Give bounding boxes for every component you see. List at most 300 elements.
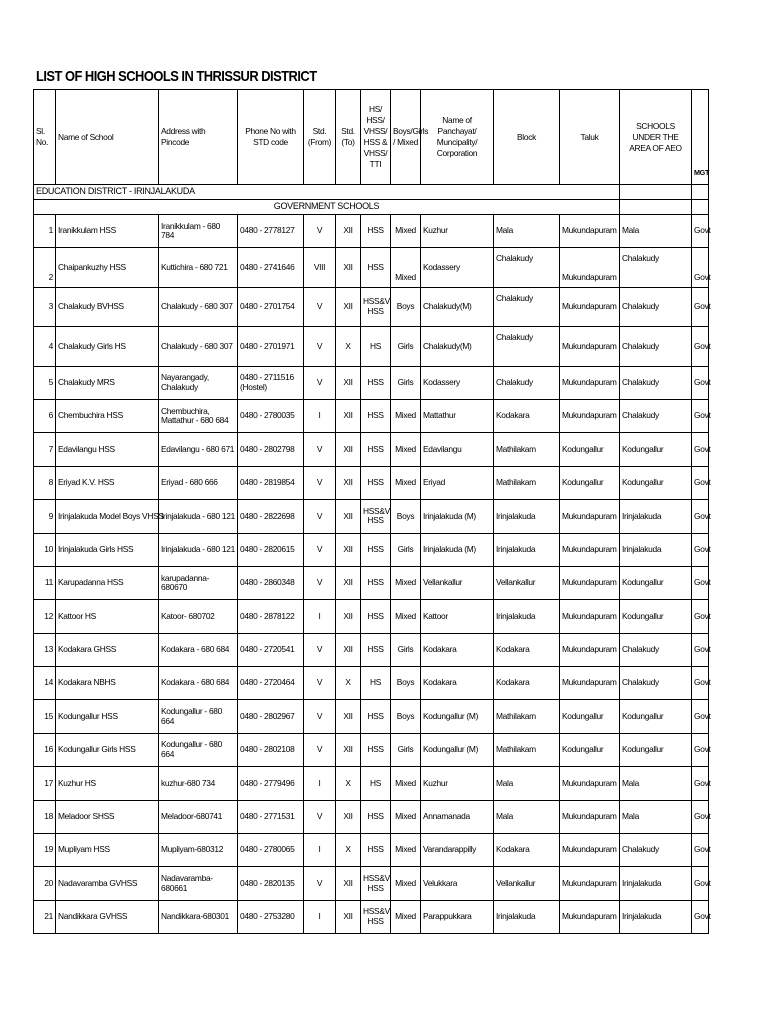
cell-taluk: Mukundapuram (560, 867, 620, 900)
cell-std-to: XII (336, 399, 361, 432)
education-district-blank (620, 185, 692, 200)
cell-sl: 9 (34, 500, 56, 533)
cell-panchayat: Kodungallur (M) (421, 700, 494, 733)
cell-name: Chaipankuzhy HSS (56, 248, 159, 287)
cell-gender: Mixed (391, 433, 421, 466)
cell-address: Edavilangu - 680 671 (159, 433, 238, 466)
cell-block: Vellankallur (494, 867, 560, 900)
cell-type: HSS (361, 248, 391, 287)
cell-sl: 3 (34, 287, 56, 326)
cell-type: HSS&V HSS (361, 900, 391, 933)
cell-block: Kodakara (494, 399, 560, 432)
cell-gender: Mixed (391, 834, 421, 867)
cell-std-from: V (304, 366, 336, 399)
cell-taluk: Mukundapuram (560, 834, 620, 867)
cell-std-to: XII (336, 433, 361, 466)
cell-aeo: Chalakudy (620, 287, 692, 326)
cell-block: Kodakara (494, 667, 560, 700)
table-row (34, 834, 709, 867)
cell-std-to: XII (336, 248, 361, 287)
cell-taluk: Kodungallur (560, 700, 620, 733)
cell-aeo: Irinjalakuda (620, 533, 692, 566)
cell-panchayat: Irinjalakuda (M) (421, 500, 494, 533)
cell-sl: 14 (34, 667, 56, 700)
cell-sl: 1 (34, 215, 56, 248)
cell-panchayat: Kodassery (421, 366, 494, 399)
cell-gender: Mixed (391, 867, 421, 900)
cell-mgt: Govt (692, 733, 709, 766)
cell-gender: Mixed (391, 767, 421, 800)
cell-gender: Mixed (391, 399, 421, 432)
cell-phone: 0480 - 2701754 (238, 287, 304, 326)
cell-name: Iranikkulam HSS (56, 215, 159, 248)
table-row (34, 215, 709, 248)
cell-mgt: Govt (692, 600, 709, 633)
cell-type: HSS (361, 800, 391, 833)
cell-panchayat: Kuzhur (421, 767, 494, 800)
cell-phone: 0480 - 2771531 (238, 800, 304, 833)
cell-block: Mathilakam (494, 700, 560, 733)
cell-phone: 0480 - 2778127 (238, 215, 304, 248)
cell-mgt: Govt (692, 327, 709, 366)
cell-aeo: Chalakudy (620, 366, 692, 399)
cell-std-from: V (304, 466, 336, 499)
cell-address: Kodungallur - 680 664 (159, 700, 238, 733)
cell-type: HSS&V HSS (361, 287, 391, 326)
cell-block: Irinjalakuda (494, 600, 560, 633)
cell-address: Meladoor-680741 (159, 800, 238, 833)
cell-std-from: V (304, 287, 336, 326)
cell-std-from: V (304, 433, 336, 466)
cell-address: Nayarangady, Chalakudy (159, 366, 238, 399)
cell-gender: Boys (391, 500, 421, 533)
cell-type: HSS (361, 600, 391, 633)
cell-name: Meladoor SHSS (56, 800, 159, 833)
cell-name: Kodakara NBHS (56, 667, 159, 700)
cell-gender: Mixed (391, 566, 421, 599)
cell-taluk: Mukundapuram (560, 800, 620, 833)
header-taluk: Taluk (560, 90, 620, 185)
cell-phone: 0480 - 2820135 (238, 867, 304, 900)
table-row (34, 533, 709, 566)
cell-address: Kodakara - 680 684 (159, 633, 238, 666)
cell-block: Mathilakam (494, 466, 560, 499)
cell-gender: Girls (391, 366, 421, 399)
cell-phone: 0480 - 2720464 (238, 667, 304, 700)
cell-gender: Girls (391, 327, 421, 366)
cell-address: karupadanna-680670 (159, 566, 238, 599)
header-address: Address with Pincode (159, 90, 238, 185)
cell-gender: Girls (391, 633, 421, 666)
table-row (34, 500, 709, 533)
cell-block: Mala (494, 767, 560, 800)
cell-mgt: Govt (692, 867, 709, 900)
cell-gender: Boys (391, 287, 421, 326)
cell-aeo: Kodungallur (620, 566, 692, 599)
cell-block: Irinjalakuda (494, 533, 560, 566)
cell-sl: 13 (34, 633, 56, 666)
education-district-label: EDUCATION DISTRICT - IRINJALAKUDA (34, 185, 620, 200)
cell-panchayat: Chalakudy(M) (421, 327, 494, 366)
table-row (34, 700, 709, 733)
table-row (34, 767, 709, 800)
cell-aeo: Chalakudy (620, 834, 692, 867)
table-row (34, 287, 709, 326)
cell-panchayat: Kodakara (421, 633, 494, 666)
cell-address: Irinjalakuda - 680 121 (159, 533, 238, 566)
cell-name: Eriyad K.V. HSS (56, 466, 159, 499)
cell-std-to: XII (336, 633, 361, 666)
cell-mgt: Govt (692, 466, 709, 499)
cell-sl: 16 (34, 733, 56, 766)
cell-taluk: Mukundapuram (560, 327, 620, 366)
cell-phone: 0480 - 2720541 (238, 633, 304, 666)
header-std-to: Std. (To) (336, 90, 361, 185)
cell-phone: 0480 - 2779496 (238, 767, 304, 800)
cell-sl: 19 (34, 834, 56, 867)
cell-panchayat: Annamanada (421, 800, 494, 833)
cell-sl: 20 (34, 867, 56, 900)
header-panchayat: Name of Panchayat/ Muncipality/ Corporation (421, 90, 494, 185)
cell-std-from: I (304, 900, 336, 933)
cell-type: HSS (361, 633, 391, 666)
cell-name: Nadavaramba GVHSS (56, 867, 159, 900)
cell-taluk: Mukundapuram (560, 399, 620, 432)
cell-sl: 21 (34, 900, 56, 933)
table-row (34, 800, 709, 833)
cell-type: HSS (361, 466, 391, 499)
cell-type: HSS&V HSS (361, 867, 391, 900)
cell-sl: 12 (34, 600, 56, 633)
section-blank (620, 200, 692, 215)
cell-type: HSS (361, 700, 391, 733)
cell-mgt: Govt (692, 215, 709, 248)
cell-gender: Boys (391, 700, 421, 733)
cell-aeo: Chalakudy (620, 667, 692, 700)
cell-sl: 7 (34, 433, 56, 466)
cell-phone: 0480 - 2820615 (238, 533, 304, 566)
cell-block: Mala (494, 800, 560, 833)
table-row (34, 900, 709, 933)
cell-gender: Mixed (391, 215, 421, 248)
document-title: LIST OF HIGH SCHOOLS IN THRISSUR DISTRICT (36, 68, 317, 85)
cell-gender: Mixed (391, 800, 421, 833)
cell-type: HSS&V HSS (361, 500, 391, 533)
cell-phone: 0480 - 2878122 (238, 600, 304, 633)
cell-std-to: X (336, 667, 361, 700)
cell-phone: 0480 - 2753280 (238, 900, 304, 933)
cell-std-from: I (304, 600, 336, 633)
cell-sl: 5 (34, 366, 56, 399)
cell-phone: 0480 - 2711516 (Hostel) (238, 366, 304, 399)
cell-taluk: Mukundapuram (560, 533, 620, 566)
cell-name: Irinjalakuda Model Boys VHSS (56, 500, 159, 533)
cell-std-from: V (304, 700, 336, 733)
cell-mgt: Govt (692, 900, 709, 933)
cell-phone: 0480 - 2802967 (238, 700, 304, 733)
cell-taluk: Mukundapuram (560, 566, 620, 599)
cell-mgt: Govt (692, 287, 709, 326)
cell-aeo: Kodungallur (620, 700, 692, 733)
education-district-row (34, 185, 709, 200)
cell-address: Mupliyam-680312 (159, 834, 238, 867)
cell-name: Nandikkara GVHSS (56, 900, 159, 933)
cell-name: Chalakudy Girls HS (56, 327, 159, 366)
cell-name: Chembuchira HSS (56, 399, 159, 432)
cell-taluk: Mukundapuram (560, 366, 620, 399)
cell-type: HS (361, 667, 391, 700)
cell-type: HSS (361, 533, 391, 566)
cell-std-from: I (304, 399, 336, 432)
cell-panchayat: Kodassery (421, 248, 494, 287)
cell-address: kuzhur-680 734 (159, 767, 238, 800)
cell-phone: 0480 - 2701971 (238, 327, 304, 366)
cell-std-to: XII (336, 215, 361, 248)
cell-sl: 17 (34, 767, 56, 800)
table-row (34, 327, 709, 366)
cell-taluk: Mukundapuram (560, 633, 620, 666)
cell-mgt: Govt (692, 700, 709, 733)
cell-std-from: I (304, 767, 336, 800)
cell-mgt: Govt (692, 366, 709, 399)
cell-type: HSS (361, 399, 391, 432)
table-row (34, 248, 709, 287)
cell-panchayat: Varandarappilly (421, 834, 494, 867)
cell-mgt: Govt (692, 767, 709, 800)
cell-phone: 0480 - 2741646 (238, 248, 304, 287)
cell-name: Kattoor HS (56, 600, 159, 633)
cell-type: HSS (361, 566, 391, 599)
cell-phone: 0480 - 2780065 (238, 834, 304, 867)
cell-name: Chalakudy BVHSS (56, 287, 159, 326)
cell-aeo: Chalakudy (620, 327, 692, 366)
cell-taluk: Mukundapuram (560, 248, 620, 287)
cell-std-to: XII (336, 700, 361, 733)
cell-mgt: Govt (692, 500, 709, 533)
cell-block: Chalakudy (494, 287, 560, 326)
cell-std-from: V (304, 327, 336, 366)
cell-type: HS (361, 327, 391, 366)
cell-taluk: Mukundapuram (560, 767, 620, 800)
cell-aeo: Chalakudy (620, 248, 692, 287)
cell-mgt: Govt (692, 399, 709, 432)
cell-name: Chalakudy MRS (56, 366, 159, 399)
header-row (34, 90, 709, 185)
cell-address: Irinjalakuda - 680 121 (159, 500, 238, 533)
cell-phone: 0480 - 2822698 (238, 500, 304, 533)
cell-aeo: Mala (620, 767, 692, 800)
cell-block: Mala (494, 215, 560, 248)
cell-panchayat: Eriyad (421, 466, 494, 499)
cell-name: Karupadanna HSS (56, 566, 159, 599)
cell-sl: 8 (34, 466, 56, 499)
cell-panchayat: Kattoor (421, 600, 494, 633)
cell-panchayat: Edavilangu (421, 433, 494, 466)
cell-panchayat: Kodakara (421, 667, 494, 700)
cell-std-to: XII (336, 800, 361, 833)
header-block: Block (494, 90, 560, 185)
table-row (34, 466, 709, 499)
section-row (34, 200, 709, 215)
cell-std-from: V (304, 215, 336, 248)
cell-block: Irinjalakuda (494, 900, 560, 933)
cell-mgt: Govt (692, 800, 709, 833)
cell-std-to: XII (336, 466, 361, 499)
cell-aeo: Kodungallur (620, 433, 692, 466)
cell-name: Kuzhur HS (56, 767, 159, 800)
cell-mgt: Govt (692, 633, 709, 666)
cell-address: Katoor- 680702 (159, 600, 238, 633)
section-blank (692, 200, 709, 215)
cell-mgt: Govt (692, 566, 709, 599)
cell-aeo: Chalakudy (620, 633, 692, 666)
cell-panchayat: Velukkara (421, 867, 494, 900)
cell-std-to: XII (336, 287, 361, 326)
cell-taluk: Mukundapuram (560, 215, 620, 248)
cell-panchayat: Irinjalakuda (M) (421, 533, 494, 566)
cell-aeo: Irinjalakuda (620, 867, 692, 900)
cell-taluk: Kodungallur (560, 733, 620, 766)
cell-gender: Boys (391, 667, 421, 700)
cell-aeo: Irinjalakuda (620, 900, 692, 933)
cell-sl: 6 (34, 399, 56, 432)
cell-taluk: Kodungallur (560, 433, 620, 466)
header-phone: Phone No with STD code (238, 90, 304, 185)
header-aeo: SCHOOLS UNDER THE AREA OF AEO (620, 90, 692, 185)
cell-gender: Mixed (391, 466, 421, 499)
header-std-from: Std. (From) (304, 90, 336, 185)
cell-std-from: V (304, 667, 336, 700)
cell-panchayat: Kodungallur (M) (421, 733, 494, 766)
cell-mgt: Govt (692, 533, 709, 566)
cell-std-from: V (304, 733, 336, 766)
cell-std-to: XII (336, 533, 361, 566)
header-gender: Boys/Girls / Mixed (391, 90, 421, 185)
cell-panchayat: Mattathur (421, 399, 494, 432)
cell-panchayat: Kuzhur (421, 215, 494, 248)
cell-std-to: XII (336, 600, 361, 633)
cell-std-to: X (336, 767, 361, 800)
cell-phone: 0480 - 2802108 (238, 733, 304, 766)
cell-name: Kodungallur Girls HSS (56, 733, 159, 766)
cell-std-to: XII (336, 500, 361, 533)
table-row (34, 433, 709, 466)
cell-sl: 18 (34, 800, 56, 833)
cell-gender: Girls (391, 533, 421, 566)
cell-sl: 4 (34, 327, 56, 366)
cell-name: Edavilangu HSS (56, 433, 159, 466)
cell-block: Mathilakam (494, 733, 560, 766)
table-row (34, 733, 709, 766)
schools-table (33, 89, 709, 934)
cell-address: Chembuchira, Mattathur - 680 684 (159, 399, 238, 432)
cell-type: HSS (361, 733, 391, 766)
cell-block: Chalakudy (494, 248, 560, 287)
header-mgt: MGT (692, 90, 709, 185)
cell-type: HSS (361, 215, 391, 248)
cell-address: Iranikkulam - 680 784 (159, 215, 238, 248)
cell-type: HSS (361, 366, 391, 399)
cell-address: Kodungallur - 680 664 (159, 733, 238, 766)
cell-mgt: Govt (692, 667, 709, 700)
cell-gender: Girls (391, 733, 421, 766)
table-row (34, 667, 709, 700)
cell-gender: Mixed (391, 600, 421, 633)
cell-block: Mathilakam (494, 433, 560, 466)
cell-taluk: Mukundapuram (560, 667, 620, 700)
cell-address: Kuttichira - 680 721 (159, 248, 238, 287)
cell-name: Irinjalakuda Girls HSS (56, 533, 159, 566)
cell-taluk: Mukundapuram (560, 900, 620, 933)
cell-taluk: Mukundapuram (560, 500, 620, 533)
cell-mgt: Govt (692, 248, 709, 287)
cell-panchayat: Vellankallur (421, 566, 494, 599)
cell-aeo: Kodungallur (620, 733, 692, 766)
cell-aeo: Mala (620, 800, 692, 833)
cell-std-from: V (304, 500, 336, 533)
header-sl: Sl. No. (34, 90, 56, 185)
cell-aeo: Mala (620, 215, 692, 248)
cell-std-from: I (304, 834, 336, 867)
education-district-blank (692, 185, 709, 200)
cell-block: Chalakudy (494, 327, 560, 366)
cell-phone: 0480 - 2802798 (238, 433, 304, 466)
cell-std-from: V (304, 533, 336, 566)
cell-phone: 0480 - 2780035 (238, 399, 304, 432)
cell-aeo: Kodungallur (620, 466, 692, 499)
cell-type: HSS (361, 433, 391, 466)
cell-block: Vellankallur (494, 566, 560, 599)
cell-std-to: XII (336, 867, 361, 900)
cell-sl: 11 (34, 566, 56, 599)
cell-std-from: VIII (304, 248, 336, 287)
cell-mgt: Govt (692, 433, 709, 466)
cell-name: Mupliyam HSS (56, 834, 159, 867)
cell-address: Nadavaramba-680661 (159, 867, 238, 900)
cell-std-from: V (304, 633, 336, 666)
header-type: HS/ HSS/ VHSS/ HSS & VHSS/ TTI (361, 90, 391, 185)
cell-sl: 2 (34, 248, 56, 287)
table-row (34, 566, 709, 599)
cell-gender: Mixed (391, 248, 421, 287)
cell-block: Kodakara (494, 633, 560, 666)
cell-std-to: XII (336, 900, 361, 933)
cell-block: Kodakara (494, 834, 560, 867)
cell-mgt: Govt (692, 834, 709, 867)
table-row (34, 399, 709, 432)
table-row (34, 600, 709, 633)
cell-panchayat: Chalakudy(M) (421, 287, 494, 326)
table-row (34, 867, 709, 900)
cell-address: Eriyad - 680 666 (159, 466, 238, 499)
cell-sl: 15 (34, 700, 56, 733)
cell-name: Kodungallur HSS (56, 700, 159, 733)
table-row (34, 366, 709, 399)
section-title: GOVERNMENT SCHOOLS (34, 200, 620, 215)
cell-std-to: XII (336, 733, 361, 766)
cell-std-to: XII (336, 366, 361, 399)
cell-aeo: Chalakudy (620, 399, 692, 432)
cell-std-from: V (304, 867, 336, 900)
cell-phone: 0480 - 2819854 (238, 466, 304, 499)
cell-block: Chalakudy (494, 366, 560, 399)
cell-std-to: XII (336, 566, 361, 599)
header-name: Name of School (56, 90, 159, 185)
cell-sl: 10 (34, 533, 56, 566)
table-row (34, 633, 709, 666)
cell-address: Kodakara - 680 684 (159, 667, 238, 700)
cell-aeo: Irinjalakuda (620, 500, 692, 533)
